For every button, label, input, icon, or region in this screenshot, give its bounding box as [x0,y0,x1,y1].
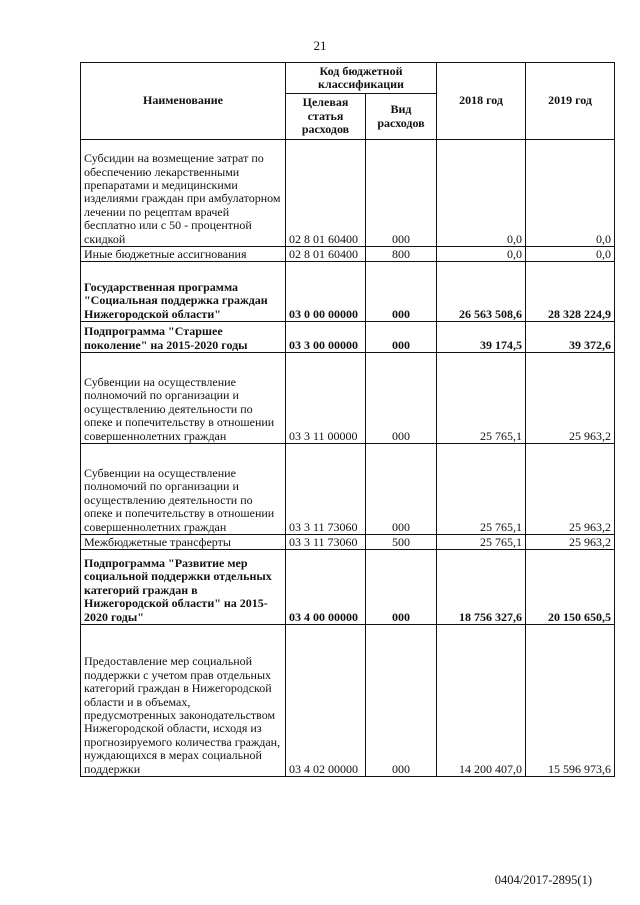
row-2019: 39 372,6 [526,322,615,353]
table-row [81,550,615,625]
row-name: Предоставление мер социальной поддержки с учетом прав отдельных категорий граждан в Нижегородской области и в объемах, предусмотренных законодательством Нижегородской области, исходя из прогнозируемого количества граждан, нуждающихся в мерах социальной поддержки [81,625,286,777]
row-kind: 000 [366,262,437,322]
table-row [81,247,615,262]
row-2019: 25 963,2 [526,353,615,444]
row-2018: 25 765,1 [437,353,526,444]
row-2018: 0,0 [437,140,526,247]
row-code: 03 3 11 00000 [286,353,366,444]
row-code: 03 3 11 73060 [286,535,366,550]
row-kind: 800 [366,247,437,262]
row-kind: 000 [366,140,437,247]
budget-table [80,62,615,777]
header-year-2018: 2018 год [437,63,526,140]
row-2018: 18 756 327,6 [437,550,526,625]
row-2018: 26 563 508,6 [437,262,526,322]
row-kind: 000 [366,550,437,625]
table-row [81,625,615,777]
header-year-2019: 2019 год [526,63,615,140]
header-name: Наименование [81,63,286,140]
document-code: 0404/2017-2895(1) [494,873,592,887]
row-2019: 20 150 650,5 [526,550,615,625]
page-number: 21 [313,38,327,53]
row-code: 03 4 00 00000 [286,550,366,625]
row-name: Подпрограмма "Развитие мер социальной поддержки отдельных категорий граждан в Нижегородской области" на 2015-2020 годы" [81,550,286,625]
header-code-group: Код бюджетной классификации [286,63,437,94]
table-row [81,140,615,247]
row-name: Межбюджетные трансферты [81,535,286,550]
header-expense-type: Вид расходов [366,94,437,140]
row-2019: 25 963,2 [526,535,615,550]
row-kind: 000 [366,625,437,777]
row-code: 03 3 11 73060 [286,444,366,535]
table-row [81,353,615,444]
row-2019: 0,0 [526,140,615,247]
table-row [81,322,615,353]
row-code: 03 3 00 00000 [286,322,366,353]
row-name: Субвенции на осуществление полномочий по организации и осуществлению деятельности по опеке и попечительству в отношении совершеннолетних граждан [81,444,286,535]
row-2019: 15 596 973,6 [526,625,615,777]
table-row [81,535,615,550]
row-code: 02 8 01 60400 [286,247,366,262]
row-kind: 000 [366,444,437,535]
row-code: 03 0 00 00000 [286,262,366,322]
row-name: Государственная программа "Социальная поддержка граждан Нижегородской области" [81,262,286,322]
header-target-article: Целевая статья расходов [286,94,366,140]
table-row [81,262,615,322]
row-code: 02 8 01 60400 [286,140,366,247]
row-2019: 0,0 [526,247,615,262]
row-name: Субвенции на осуществление полномочий по организации и осуществлению деятельности по опеке и попечительству в отношении совершеннолетних граждан [81,353,286,444]
row-code: 03 4 02 00000 [286,625,366,777]
row-2019: 28 328 224,9 [526,262,615,322]
row-kind: 000 [366,353,437,444]
row-name: Иные бюджетные ассигнования [81,247,286,262]
row-name: Субсидии на возмещение затрат по обеспечению лекарственными препаратами и медицинскими изделиями граждан при амбулаторном лечении по рецептам врачей бесплатно или с 50 - процентной скидкой [81,140,286,247]
row-2018: 25 765,1 [437,535,526,550]
row-2018: 0,0 [437,247,526,262]
table-row [81,444,615,535]
row-name: Подпрограмма "Старшее поколение" на 2015-2020 годы [81,322,286,353]
row-2018: 25 765,1 [437,444,526,535]
row-kind: 500 [366,535,437,550]
row-kind: 000 [366,322,437,353]
row-2018: 39 174,5 [437,322,526,353]
row-2018: 14 200 407,0 [437,625,526,777]
row-2019: 25 963,2 [526,444,615,535]
